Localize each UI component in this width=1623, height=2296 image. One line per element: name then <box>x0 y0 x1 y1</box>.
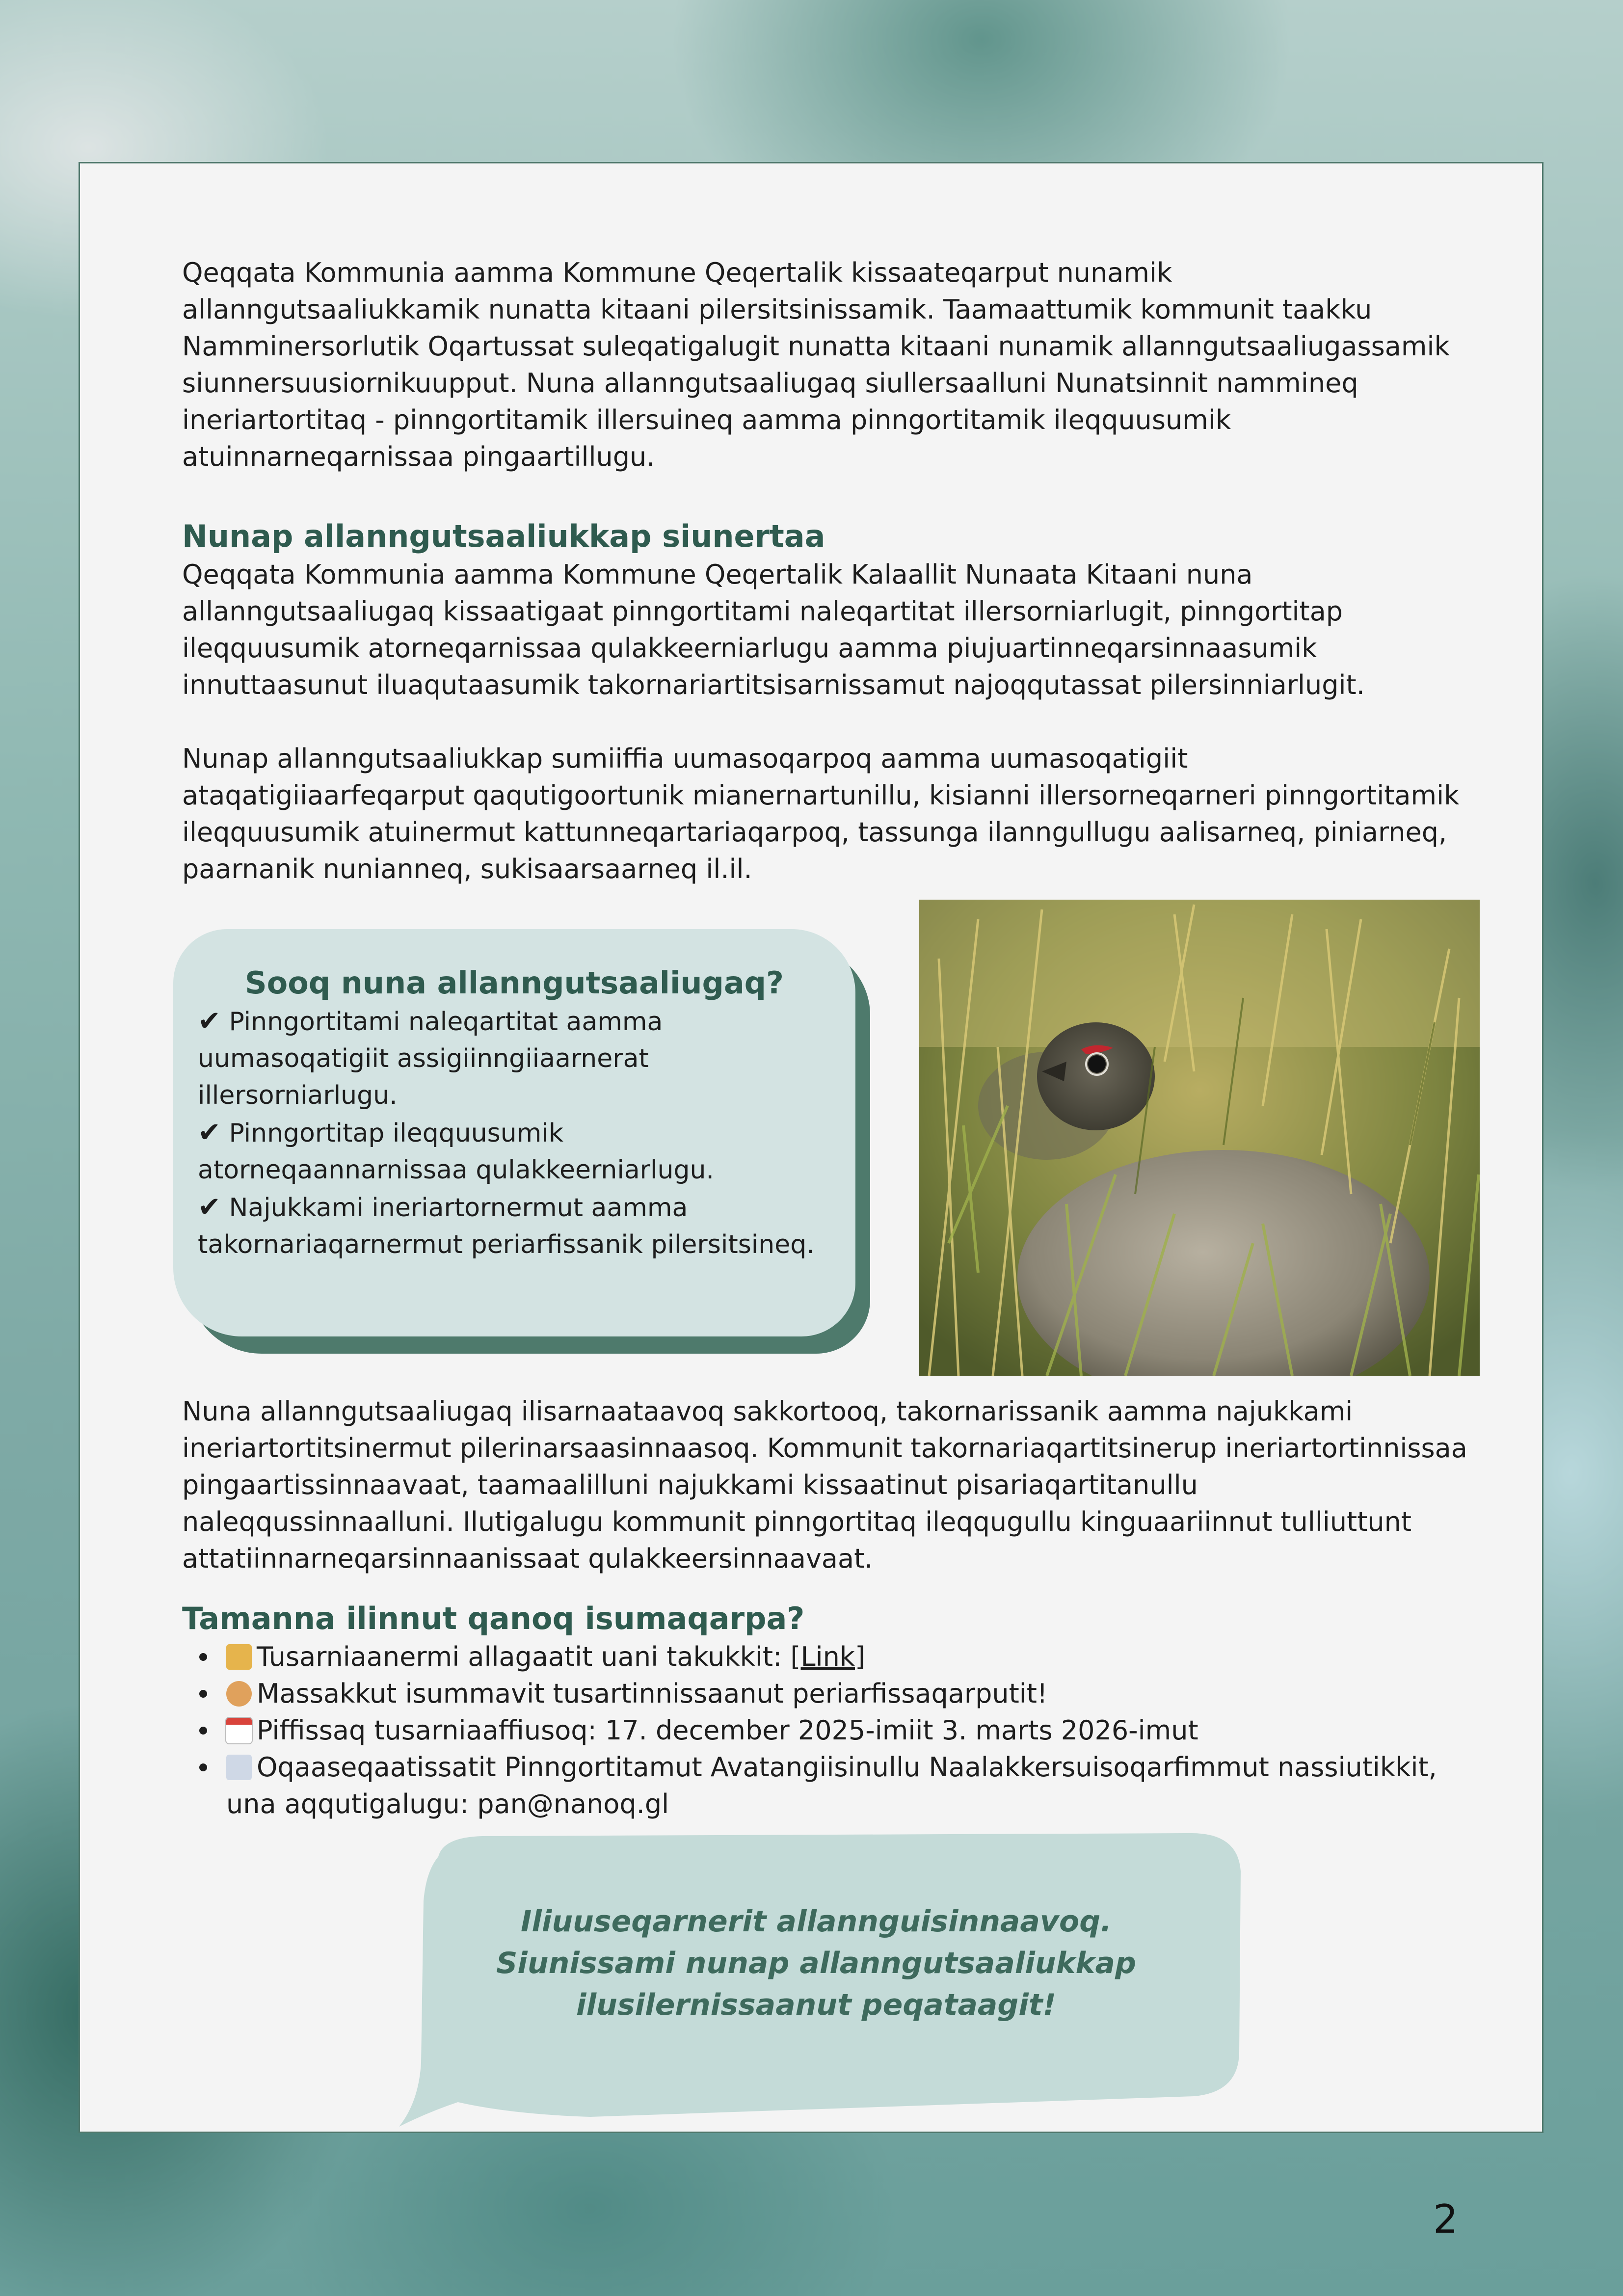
development-section <box>182 1393 1478 1577</box>
list-item-text: Oqaaseqaatissatit Pinngortitamut Avatangiisinullu Naalakkersuisoqarfimmut nassiutikkit, una aqqutigalugu: pan@nanoq.gl <box>226 1752 1437 1819</box>
list-item-text: Tusarniaanermi allagaatit uani takukkit: <box>257 1641 791 1672</box>
why-callout <box>173 929 870 1356</box>
list-item <box>226 1749 1478 1822</box>
check-icon: ✔ <box>198 1117 221 1148</box>
purpose-heading: Nunap allanngutsaaliukkap siunertaa <box>182 518 825 554</box>
callout-title: Sooq nuna allanngutsaaliugaq? <box>244 965 784 1001</box>
intro-section <box>182 254 1478 475</box>
closing-line-2: Siunissami nunap allanngutsaaliukkap <box>496 1946 1136 1980</box>
scroll-icon <box>226 1644 252 1670</box>
list-item-text: Piffissaq tusarniaaffiusoq: 17. december 2025-imiit 3. marts 2026-imut <box>257 1715 1198 1746</box>
page-number: 2 <box>1433 2196 1458 2242</box>
development-paragraph: Nuna allanngutsaaliugaq ilisarnaataavoq sakkortooq, takornarissanik aamma najukkami ineriartortitsinermut pilerinarsaasinnaasoq. Kommunit takornariaqartitsinerup ineriartortinnissaa pingaartissinnaavaat, taamaalilluni najukkami kissaatinut pisariaqartitanullu naleqqussinnaalluni. Ilutigalugu kommunit pinngortitaq ileqqugullu kinguaariinnut tulliuttunt attatiinnarneqarsinnaanissaat qulakkeersinnaavaat. <box>182 1396 1467 1574</box>
contacts-list <box>182 1638 1478 1822</box>
speaking-head-icon <box>226 1681 252 1707</box>
callout-item-text: Najukkami ineriartornermut aamma takornariaqarnermut periarfissanik pilersitsineq. <box>198 1193 815 1259</box>
check-icon: ✔ <box>198 1005 221 1037</box>
callout-item-text: Pinngortitap ileqquusumik atorneqaannarnissaa qulakkeerniarlugu. <box>198 1119 714 1185</box>
callout-item-text: Pinngortitami naleqartitat aamma uumasoqatigiit assigiinngiiaarnerat illersorniarlugu. <box>198 1007 663 1110</box>
ptarmigan-illustration <box>919 900 1480 1376</box>
purpose-paragraph-1: Qeqqata Kommunia aamma Kommune Qeqertalik Kalaallit Nunaata Kitaani nuna allanngutsaaliugaq kissaatigaat pinngortitami naleqartitat illersorniarlugit, pinngortitap ileqquusumik atorneqarnissaa qulakkeerniarlugu aamma piujuartinneqarsinnaasumik innuttaasunut iluaqutaasumik takornariartitsisarnissamut najoqqutassat pilersinniarlugit. <box>182 559 1365 700</box>
document-page <box>79 162 1543 2133</box>
closing-line-3: ilusilernissaanut peqataagit! <box>576 1988 1056 2022</box>
purpose-paragraph-2: Nunap allanngutsaaliukkap sumiiffia uumasoqarpoq aamma uumasoqatigiit ataqatigiiaarfeqarput qaqutigoortunik mianernartunillu, kisianni illersorneqarneri pinngortitamik ileqquusumik atuinermut kattunneqartariaqarpoq, tassunga ilanngullugu aalisarneq, piniarneq, paarnanik nunianneq, sukisaarsaarneq il.il. <box>182 743 1460 884</box>
list-item <box>226 1638 1478 1675</box>
closing-message <box>482 1901 1150 2026</box>
callout-item <box>198 1003 831 1114</box>
callout-item <box>198 1189 831 1263</box>
list-item <box>226 1712 1478 1749</box>
calendar-icon <box>226 1718 252 1743</box>
hearing-documents-link[interactable]: [Link] <box>790 1641 866 1672</box>
ptarmigan-photo <box>919 900 1480 1376</box>
purpose-section <box>182 517 1478 887</box>
envelope-icon <box>226 1755 252 1780</box>
check-icon: ✔ <box>198 1191 221 1223</box>
callout-item <box>198 1114 831 1189</box>
callout-box <box>173 929 855 1336</box>
list-item-text: Massakkut isummavit tusartinnissaanut periarfissaqarputit! <box>257 1678 1048 1709</box>
contacts-heading: Tamanna ilinnut qanoq isumaqarpa? <box>182 1601 805 1636</box>
contacts-section <box>182 1599 1478 1822</box>
list-item <box>226 1675 1478 1712</box>
closing-line-1: Iliuuseqarnerit allannguisinnaavoq. <box>521 1904 1112 1939</box>
intro-paragraph: Qeqqata Kommunia aamma Kommune Qeqertalik kissaateqarput nunamik allanngutsaaliukkamik nunatta kitaani pilersitsinissamik. Taamaattumik kommunit taakku Namminersorlutik Oqartussat suleqatigalugit nunatta kitaani nunamik allanngutsaaliugassamik siunnersuusiornikuupput. Nuna allanngutsaaliugaq siullersaalluni Nunatsinnit nammineq ineriartortitaq - pinngortitamik illersuineq aamma pinngortitamik ileqquusumik atuinnarneqarnissaa pingaartillugu. <box>182 257 1450 472</box>
closing-speech-bubble <box>384 1827 1248 2127</box>
